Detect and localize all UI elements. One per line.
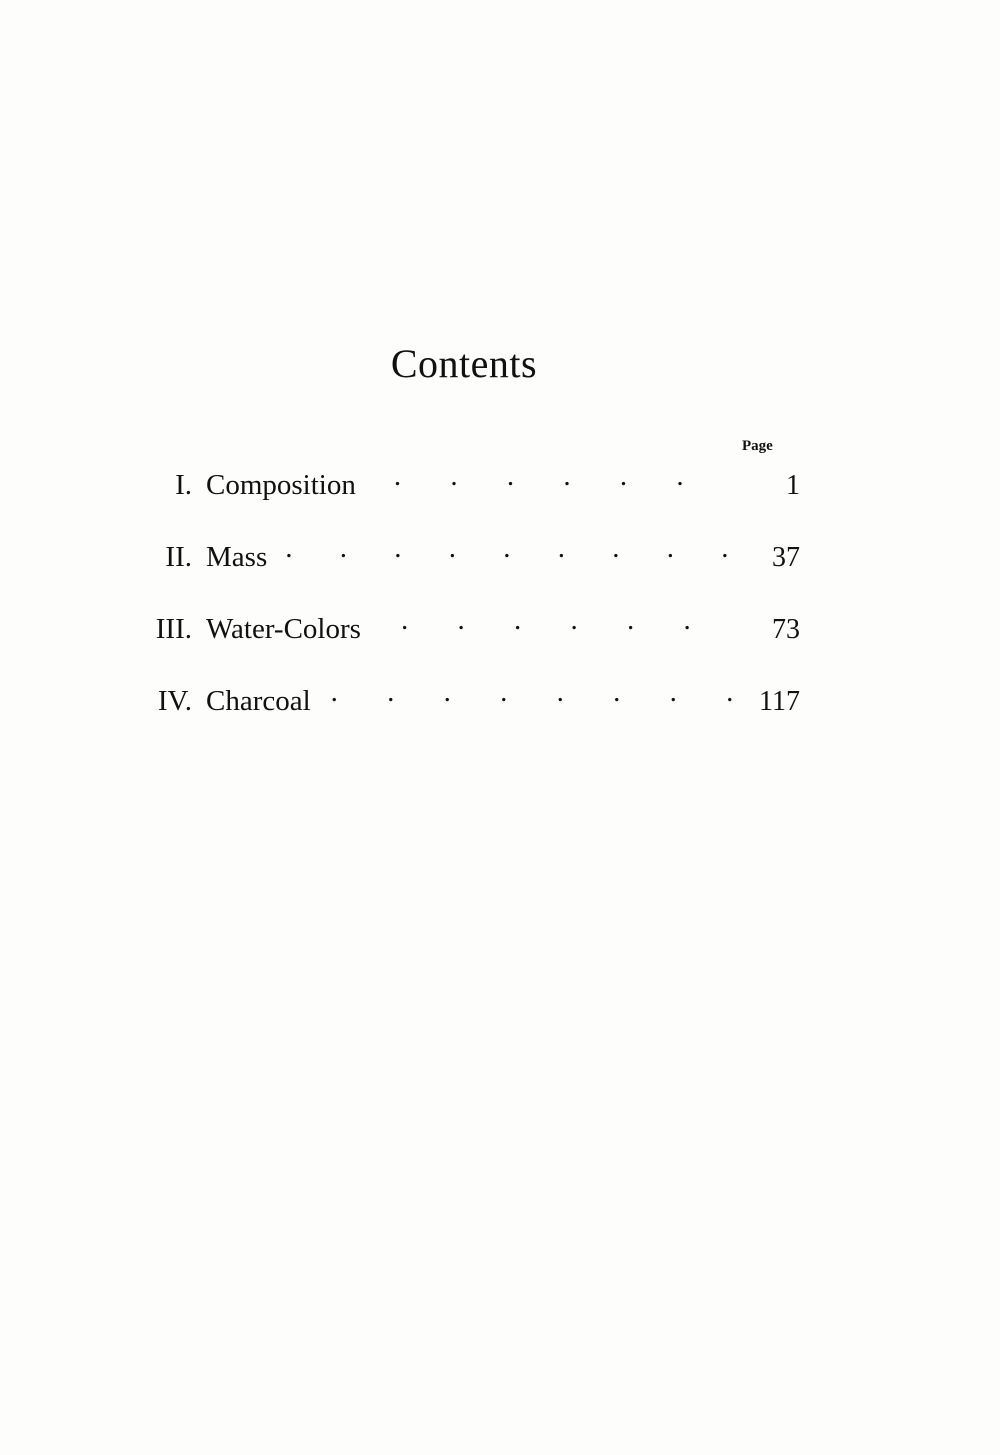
toc-entry <box>120 465 800 537</box>
toc-entry-title: Charcoal <box>206 685 311 717</box>
toc-entry-page: 37 <box>772 542 800 573</box>
toc-leader-dots <box>283 537 732 566</box>
page-title <box>0 340 1000 387</box>
toc-entry-page: 117 <box>759 686 800 717</box>
toc-entry <box>120 537 800 609</box>
table-of-contents <box>120 465 800 753</box>
toc-entry <box>120 681 800 753</box>
toc-leader-dots <box>377 609 732 638</box>
page-column-header: Page <box>742 438 773 454</box>
toc-entry-numeral: IV. <box>157 685 192 717</box>
toc-entry-title: Composition <box>206 469 356 501</box>
toc-entry-title: Mass <box>206 541 268 573</box>
toc-entry-numeral: II. <box>165 541 192 573</box>
toc-entry-numeral: III. <box>155 613 192 645</box>
toc-entry-page: 73 <box>772 614 800 645</box>
toc-entry-page: 1 <box>786 470 800 501</box>
toc-entry-numeral: I. <box>175 469 192 501</box>
toc-entry-title: Water-Colors <box>206 613 361 645</box>
page-title-text: Contents <box>390 341 538 386</box>
toc-leader-dots <box>327 681 732 710</box>
toc-leader-dots <box>372 465 732 494</box>
toc-entry <box>120 609 800 681</box>
